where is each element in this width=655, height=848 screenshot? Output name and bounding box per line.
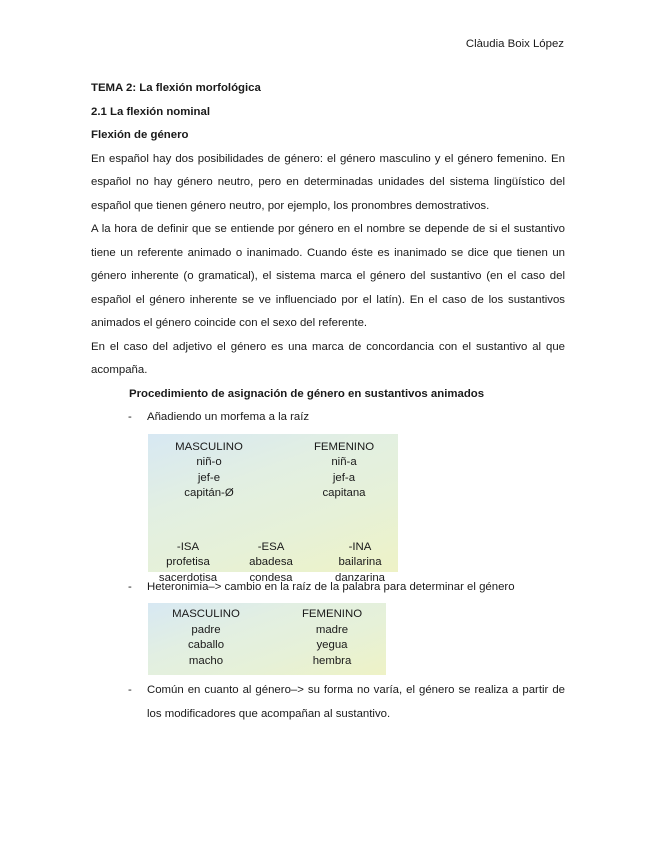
feminine-column [306, 440, 382, 502]
list-item-text: Añadiendo un morfema a la raíz [147, 411, 310, 423]
example-word: condesa [249, 571, 293, 584]
example-word: capitana [322, 487, 366, 499]
list-item [91, 406, 565, 430]
example-word: sacerdotisa [158, 571, 218, 584]
example-word: jef-a [332, 471, 356, 484]
paragraph: En el caso del adjetivo el género es una marca de concordancia con el sustantivo al que acompaña. [91, 340, 565, 376]
document-body [91, 77, 565, 726]
author-name: Clàudia Boix López [465, 38, 564, 50]
list-item [91, 679, 565, 726]
section-heading: 2.1 La flexión nominal [91, 105, 210, 118]
masculine-column [166, 607, 246, 669]
example-word: hembra [312, 654, 352, 667]
example-word: danzarina [334, 571, 386, 584]
suffix-isa-column [154, 540, 222, 587]
masculine-column [166, 440, 252, 502]
example-word: madre [315, 623, 349, 636]
heteronym-example-box [148, 603, 386, 675]
paragraph: En español hay dos posibilidades de género: el género masculino y el género femenino. En español no hay género neutro, pero en determinadas unidades del sistema lingüístico del español que tienen género neutro, por ejemplo, los pronombres demostrativos. [91, 152, 565, 212]
document-title: TEMA 2: La flexión morfológica [91, 82, 261, 94]
example-word: niñ-o [196, 456, 222, 468]
example-word: abadesa [249, 556, 293, 568]
example-word: macho [188, 654, 224, 667]
feminine-title: FEMENINO [301, 608, 363, 620]
suffix-ina-column [328, 540, 392, 587]
paragraph: A la hora de definir que se entiende por género en el nombre se depende de si el sustantivo tiene un referente animado o inanimado. Cuando éste es inanimado se dice que tienen un género inherente (o gramatical), el sistema marca el género del sustantivo (en el caso del español el género inherente se ve influenciado por el latín). En el caso de los sustantivos animados el género coincide con el sexo del referente. [91, 223, 565, 329]
example-word: jef-e [197, 471, 221, 484]
masculine-title: MASCULINO [172, 608, 240, 620]
list-item-text: Común en cuanto al género–> su forma no varía, el género se realiza a partir de los modificadores que acompañan al sustantivo. [147, 684, 565, 720]
subsection-heading: Flexión de género [91, 129, 189, 141]
suffix-esa-column [242, 540, 300, 587]
example-word: bailarina [338, 556, 382, 568]
suffix-title: -ISA [176, 540, 200, 553]
morpheme-example-box [148, 434, 398, 584]
feminine-column [296, 607, 368, 669]
example-word: yegua [316, 639, 348, 651]
suffix-title: -ESA [257, 540, 285, 553]
bullet-dash: - [128, 684, 132, 696]
example-word: niñ-a [331, 456, 357, 468]
feminine-title: FEMENINO [313, 440, 375, 453]
example-word: padre [191, 623, 221, 636]
procedure-heading: Procedimiento de asignación de género en sustantivos animados [129, 387, 485, 400]
list-item-text: Heteronimia–> cambio en la raíz de la palabra para determinar el género [147, 580, 515, 593]
masculine-title: MASCULINO [175, 440, 243, 453]
bullet-dash: - [128, 411, 132, 423]
suffix-title: -INA [348, 540, 372, 553]
example-word: profetisa [166, 556, 210, 568]
example-word: capitán-Ø [184, 487, 234, 499]
bullet-dash: - [128, 580, 132, 593]
example-word: caballo [187, 639, 225, 651]
